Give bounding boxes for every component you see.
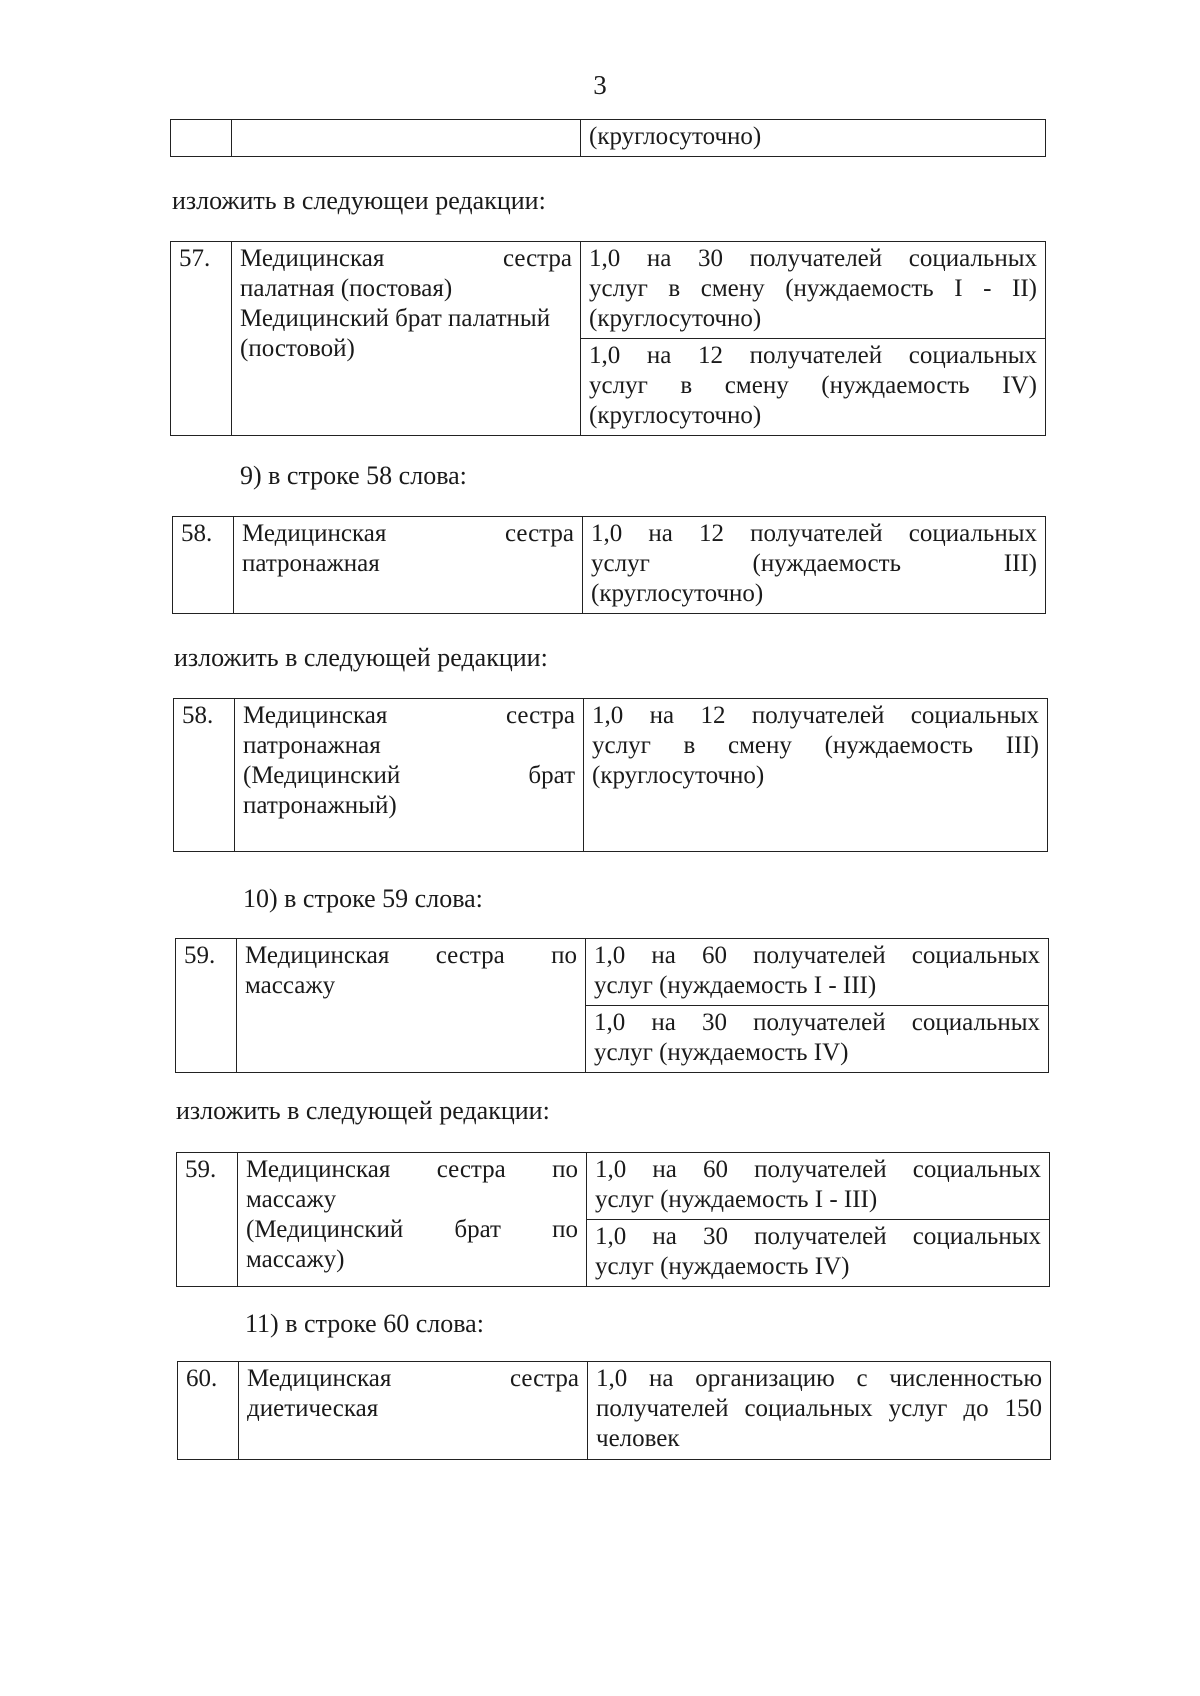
name-line: массажу: [245, 972, 336, 999]
table-row: [171, 242, 1046, 339]
name-line: палатная (постовая): [240, 275, 453, 302]
paragraph-instruction: 9) в строке 58 слова:: [240, 461, 467, 490]
table-row: [178, 1362, 1051, 1460]
norm-line: услуг (нуждаемость III): [591, 550, 1037, 577]
paragraph-instruction: изложить в следующеи редакции:: [172, 186, 546, 215]
name-line: Медицинский брат палатный: [240, 305, 551, 332]
table-row-58-new: [173, 698, 1048, 852]
norm-line: получателей социальных услуг до 150: [596, 1395, 1042, 1422]
table-row: [173, 517, 1046, 614]
norm-cell: [588, 1362, 1051, 1460]
name-line: Медицинская сестра: [247, 1365, 579, 1392]
name-line: патронажный): [243, 792, 397, 819]
norm-cell: [583, 517, 1046, 614]
norm-line: 1,0 на 12 получателей социальных: [591, 520, 1037, 547]
name-line: диетическая: [247, 1395, 379, 1422]
norm-line: услуг (нуждаемость IV): [594, 1039, 849, 1066]
norm-cell: [586, 1006, 1049, 1073]
name-line: патронажная: [243, 732, 381, 759]
name-line: (постовой): [240, 335, 355, 362]
table-row: [176, 939, 1049, 1006]
position-name-cell: [235, 699, 584, 852]
paragraph-instruction: изложить в следующей редакции:: [174, 643, 548, 672]
position-name-cell: [237, 939, 586, 1073]
row-number-cell: 58.: [174, 699, 235, 852]
norm-line: 1,0 на 60 получателей социальных: [595, 1156, 1041, 1183]
name-line: массажу: [246, 1186, 337, 1213]
norm-line: услуг (нуждаемость I - III): [595, 1186, 878, 1213]
table-row-58-old: [172, 516, 1046, 614]
norm-cell: [587, 1153, 1050, 1220]
page-number: 3: [593, 70, 607, 100]
norm-line: 1,0 на 30 получателей социальных: [589, 245, 1037, 272]
table-row-57: [170, 241, 1046, 436]
norm-line: услуг в смену (нуждаемость I - II): [589, 275, 1037, 302]
norm-line: 1,0 на 30 получателей социальных: [595, 1223, 1041, 1250]
name-line: патронажная: [242, 550, 380, 577]
norm-line: услуг в смену (нуждаемость IV): [589, 372, 1037, 399]
table-row-59-old: [175, 938, 1049, 1073]
norm-line: 1,0 на 12 получателей социальных: [589, 342, 1037, 369]
name-line: Медицинская сестра: [243, 702, 575, 729]
name-line: Медицинская сестра по: [246, 1156, 578, 1183]
norm-cell: [581, 120, 1046, 157]
norm-line: услуг (нуждаемость I - III): [594, 972, 877, 999]
row-number-cell: 60.: [178, 1362, 239, 1460]
paragraph-instruction: 10) в строке 59 слова:: [243, 884, 483, 913]
table-row: [174, 699, 1048, 852]
name-line: Медицинская сестра по: [245, 942, 577, 969]
norm-line: 1,0 на 12 получателей социальных: [592, 702, 1039, 729]
position-name-cell: [234, 517, 583, 614]
name-line: Медицинская сестра: [242, 520, 574, 547]
table-row-59-new: [176, 1152, 1050, 1287]
norm-text: (круглосуточно): [589, 123, 762, 150]
norm-line: услуг в смену (нуждаемость III): [592, 732, 1039, 759]
name-line: (Медицинский брат: [243, 762, 575, 789]
norm-line: 1,0 на 30 получателей социальных: [594, 1009, 1040, 1036]
row-number-cell: 58.: [173, 517, 234, 614]
table-row-60: [177, 1361, 1051, 1460]
norm-cell: [581, 339, 1046, 436]
table-row: [171, 120, 1046, 157]
norm-line: 1,0 на 60 получателей социальных: [594, 942, 1040, 969]
norm-cell: [587, 1220, 1050, 1287]
norm-cell: [586, 939, 1049, 1006]
norm-line: человек: [596, 1425, 680, 1452]
table-fragment-top: [170, 119, 1046, 157]
position-name-cell: [239, 1362, 588, 1460]
norm-line: (круглосуточно): [589, 305, 762, 332]
row-number-cell: [171, 120, 232, 157]
norm-line: (круглосуточно): [591, 580, 764, 607]
norm-cell: [584, 699, 1048, 852]
norm-line: услуг (нуждаемость IV): [595, 1253, 850, 1280]
paragraph-instruction: 11) в строке 60 слова:: [245, 1309, 484, 1338]
position-name-cell: [238, 1153, 587, 1287]
name-line: Медицинская сестра: [240, 245, 572, 272]
norm-cell: [581, 242, 1046, 339]
table-row: [177, 1153, 1050, 1220]
position-name-cell: [232, 120, 581, 157]
row-number-cell: 59.: [176, 939, 237, 1073]
name-line: (Медицинский брат по: [246, 1216, 578, 1243]
norm-line: (круглосуточно): [592, 762, 765, 789]
name-line: массажу): [246, 1246, 345, 1273]
paragraph-instruction: изложить в следующей редакции:: [176, 1096, 550, 1125]
norm-line: (круглосуточно): [589, 402, 762, 429]
position-name-cell: [232, 242, 581, 436]
row-number-cell: 59.: [177, 1153, 238, 1287]
norm-line: 1,0 на организацию с численностью: [596, 1365, 1042, 1392]
row-number-cell: 57.: [171, 242, 232, 436]
